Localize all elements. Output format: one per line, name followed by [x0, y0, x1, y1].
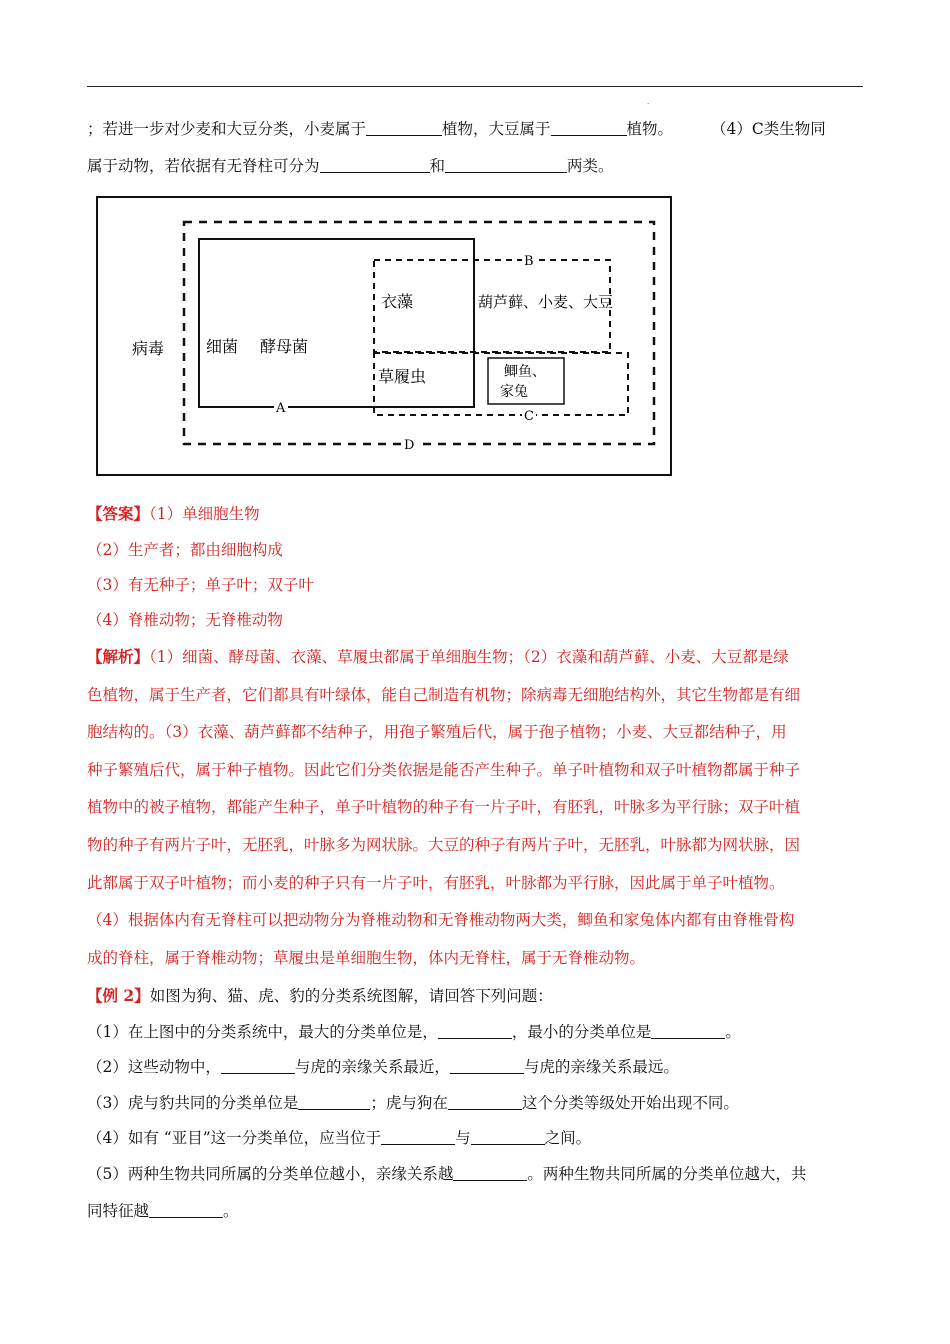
label-fish: 鲫鱼、 [504, 364, 546, 380]
analysis-line-3: 胞结构的。（3）衣藻、葫芦藓都不结种子，用孢子繁殖后代，属于孢子植物；小麦、大豆都结种子，用 [87, 723, 787, 741]
answer-blank[interactable] [366, 119, 442, 136]
answer-blank[interactable] [551, 119, 627, 136]
letter-d: D [404, 438, 415, 453]
example2-q5-cont [87, 1200, 239, 1222]
text: ；虎与狗在 [370, 1094, 448, 1112]
analysis-line-1 [87, 646, 789, 668]
text: 这个分类等级处开始出现不同。 [521, 1094, 739, 1112]
text: ，最小的分类单位是 [511, 1023, 652, 1041]
answer-blank[interactable] [651, 1022, 725, 1039]
text: 属于动物，若依据有无脊柱可分为 [87, 157, 320, 175]
text: ；若进一步对少麦和大豆分类，小麦属于 [87, 120, 367, 138]
answer-blank[interactable] [298, 1093, 370, 1110]
analysis-tag: 【解析】 [87, 647, 150, 666]
label-plants: 葫芦藓、小麦、大豆 [478, 293, 614, 311]
answer-line-4: （4）脊椎动物；无脊椎动物 [87, 611, 283, 629]
letter-c: C [524, 409, 534, 424]
analysis-line-5: 植物中的被子植物，都能产生种子，单子叶植物的种子有一片子叶，有胚乳，叶脉多为平行脉；双子叶植 [87, 798, 801, 816]
answer-blank[interactable] [471, 1128, 545, 1145]
answer-blank[interactable] [149, 1201, 223, 1218]
example2-q2 [87, 1056, 679, 1078]
answer-blank[interactable] [221, 1057, 295, 1074]
text: 与 [455, 1129, 471, 1147]
text: 同特征越 [87, 1202, 150, 1220]
classification-diagram [96, 196, 672, 476]
text: 与虎的亲缘关系最近， [294, 1058, 450, 1076]
label-paramecium: 草履虫 [378, 367, 427, 386]
header-rule [87, 86, 863, 87]
label-yeast: 酵母菌 [260, 337, 309, 356]
text: （2）这些动物中， [87, 1058, 221, 1076]
text: （3）虎与豹共同的分类单位是 [87, 1094, 299, 1112]
label-algae: 衣藻 [381, 292, 414, 311]
analysis-line-7: 此都属于双子叶植物；而小麦的种子只有一片子叶，有胚乳，叶脉都为平行脉，因此属于单子叶植物。 [87, 874, 785, 892]
text: （4）如有 “亚目”这一分类单位，应当位于 [87, 1129, 382, 1147]
answer-blank[interactable] [445, 156, 567, 173]
text: （5）两种生物共同所属的分类单位越小，亲缘关系越 [87, 1165, 454, 1183]
label-rabbit: 家兔 [500, 384, 528, 400]
text: 。两种生物共同所属的分类单位越大，共 [527, 1165, 807, 1183]
text: （4）C类生物同 [711, 120, 826, 138]
text: 。 [725, 1023, 741, 1041]
question-line-1 [87, 118, 826, 140]
answer-tag: 【答案】 [87, 504, 150, 523]
example2-q4 [87, 1127, 591, 1149]
text: 与虎的亲缘关系最远。 [523, 1058, 679, 1076]
answer-blank[interactable] [448, 1093, 522, 1110]
example2-intro [87, 985, 553, 1007]
analysis-line-4: 种子繁殖后代，属于种子植物。因此它们分类依据是能否产生种子。单子叶植物和双子叶植物都属于种子 [87, 761, 801, 779]
text: （1）在上图中的分类系统中，最大的分类单位是， [87, 1023, 438, 1041]
example2-intro-text: 如图为狗、猫、虎、豹的分类系统图解，请回答下列问题： [149, 987, 553, 1005]
answer-1: （1）单细胞生物 [149, 505, 260, 523]
analysis-line-6: 物的种子有两片子叶，无胚乳，叶脉多为网状脉。大豆的种子有两片子叶，无胚乳，叶脉都为网状脉，因 [87, 836, 801, 854]
analysis-line-2: 色植物，属于生产者，它们都具有叶绿体，能自己制造有机物；除病毒无细胞结构外，其它生物都是有细 [87, 686, 801, 704]
example2-q3 [87, 1092, 739, 1114]
answer-blank[interactable] [320, 156, 430, 173]
answer-line-3: （3）有无种子；单子叶；双子叶 [87, 576, 314, 594]
text: 两类。 [567, 157, 614, 175]
text: 植物。 [626, 120, 674, 138]
text: 和 [429, 157, 446, 175]
answer-blank[interactable] [438, 1022, 512, 1039]
answer-line-1 [87, 503, 260, 525]
header-dot: . [647, 98, 650, 106]
question-line-2 [87, 155, 614, 177]
text: 之间。 [544, 1129, 592, 1147]
analysis-text: （1）细菌、酵母菌、衣藻、草履虫都属于单细胞生物；（2）衣藻和葫芦藓、小麦、大豆都是绿 [149, 648, 789, 666]
text: 。 [223, 1202, 239, 1220]
answer-blank[interactable] [453, 1164, 527, 1181]
example2-tag: 【例 2】 [87, 986, 150, 1005]
analysis-line-9: 成的脊柱，属于脊椎动物；草履虫是单细胞生物，体内无脊柱，属于无脊椎动物。 [87, 949, 646, 967]
example2-q5 [87, 1163, 806, 1185]
letter-b: B [524, 254, 534, 269]
label-virus: 病毒 [132, 339, 165, 358]
example2-q1 [87, 1021, 741, 1043]
answer-blank[interactable] [381, 1128, 455, 1145]
text: 植物，大豆属于 [442, 120, 551, 138]
answer-blank[interactable] [450, 1057, 524, 1074]
analysis-line-8: （4）根据体内有无脊柱可以把动物分为脊椎动物和无脊椎动物两大类，鲫鱼和家兔体内都有由脊椎骨构 [87, 911, 795, 929]
label-bacteria: 细菌 [206, 337, 239, 356]
answer-line-2: （2）生产者；都由细胞构成 [87, 541, 283, 559]
letter-a: A [276, 401, 286, 416]
